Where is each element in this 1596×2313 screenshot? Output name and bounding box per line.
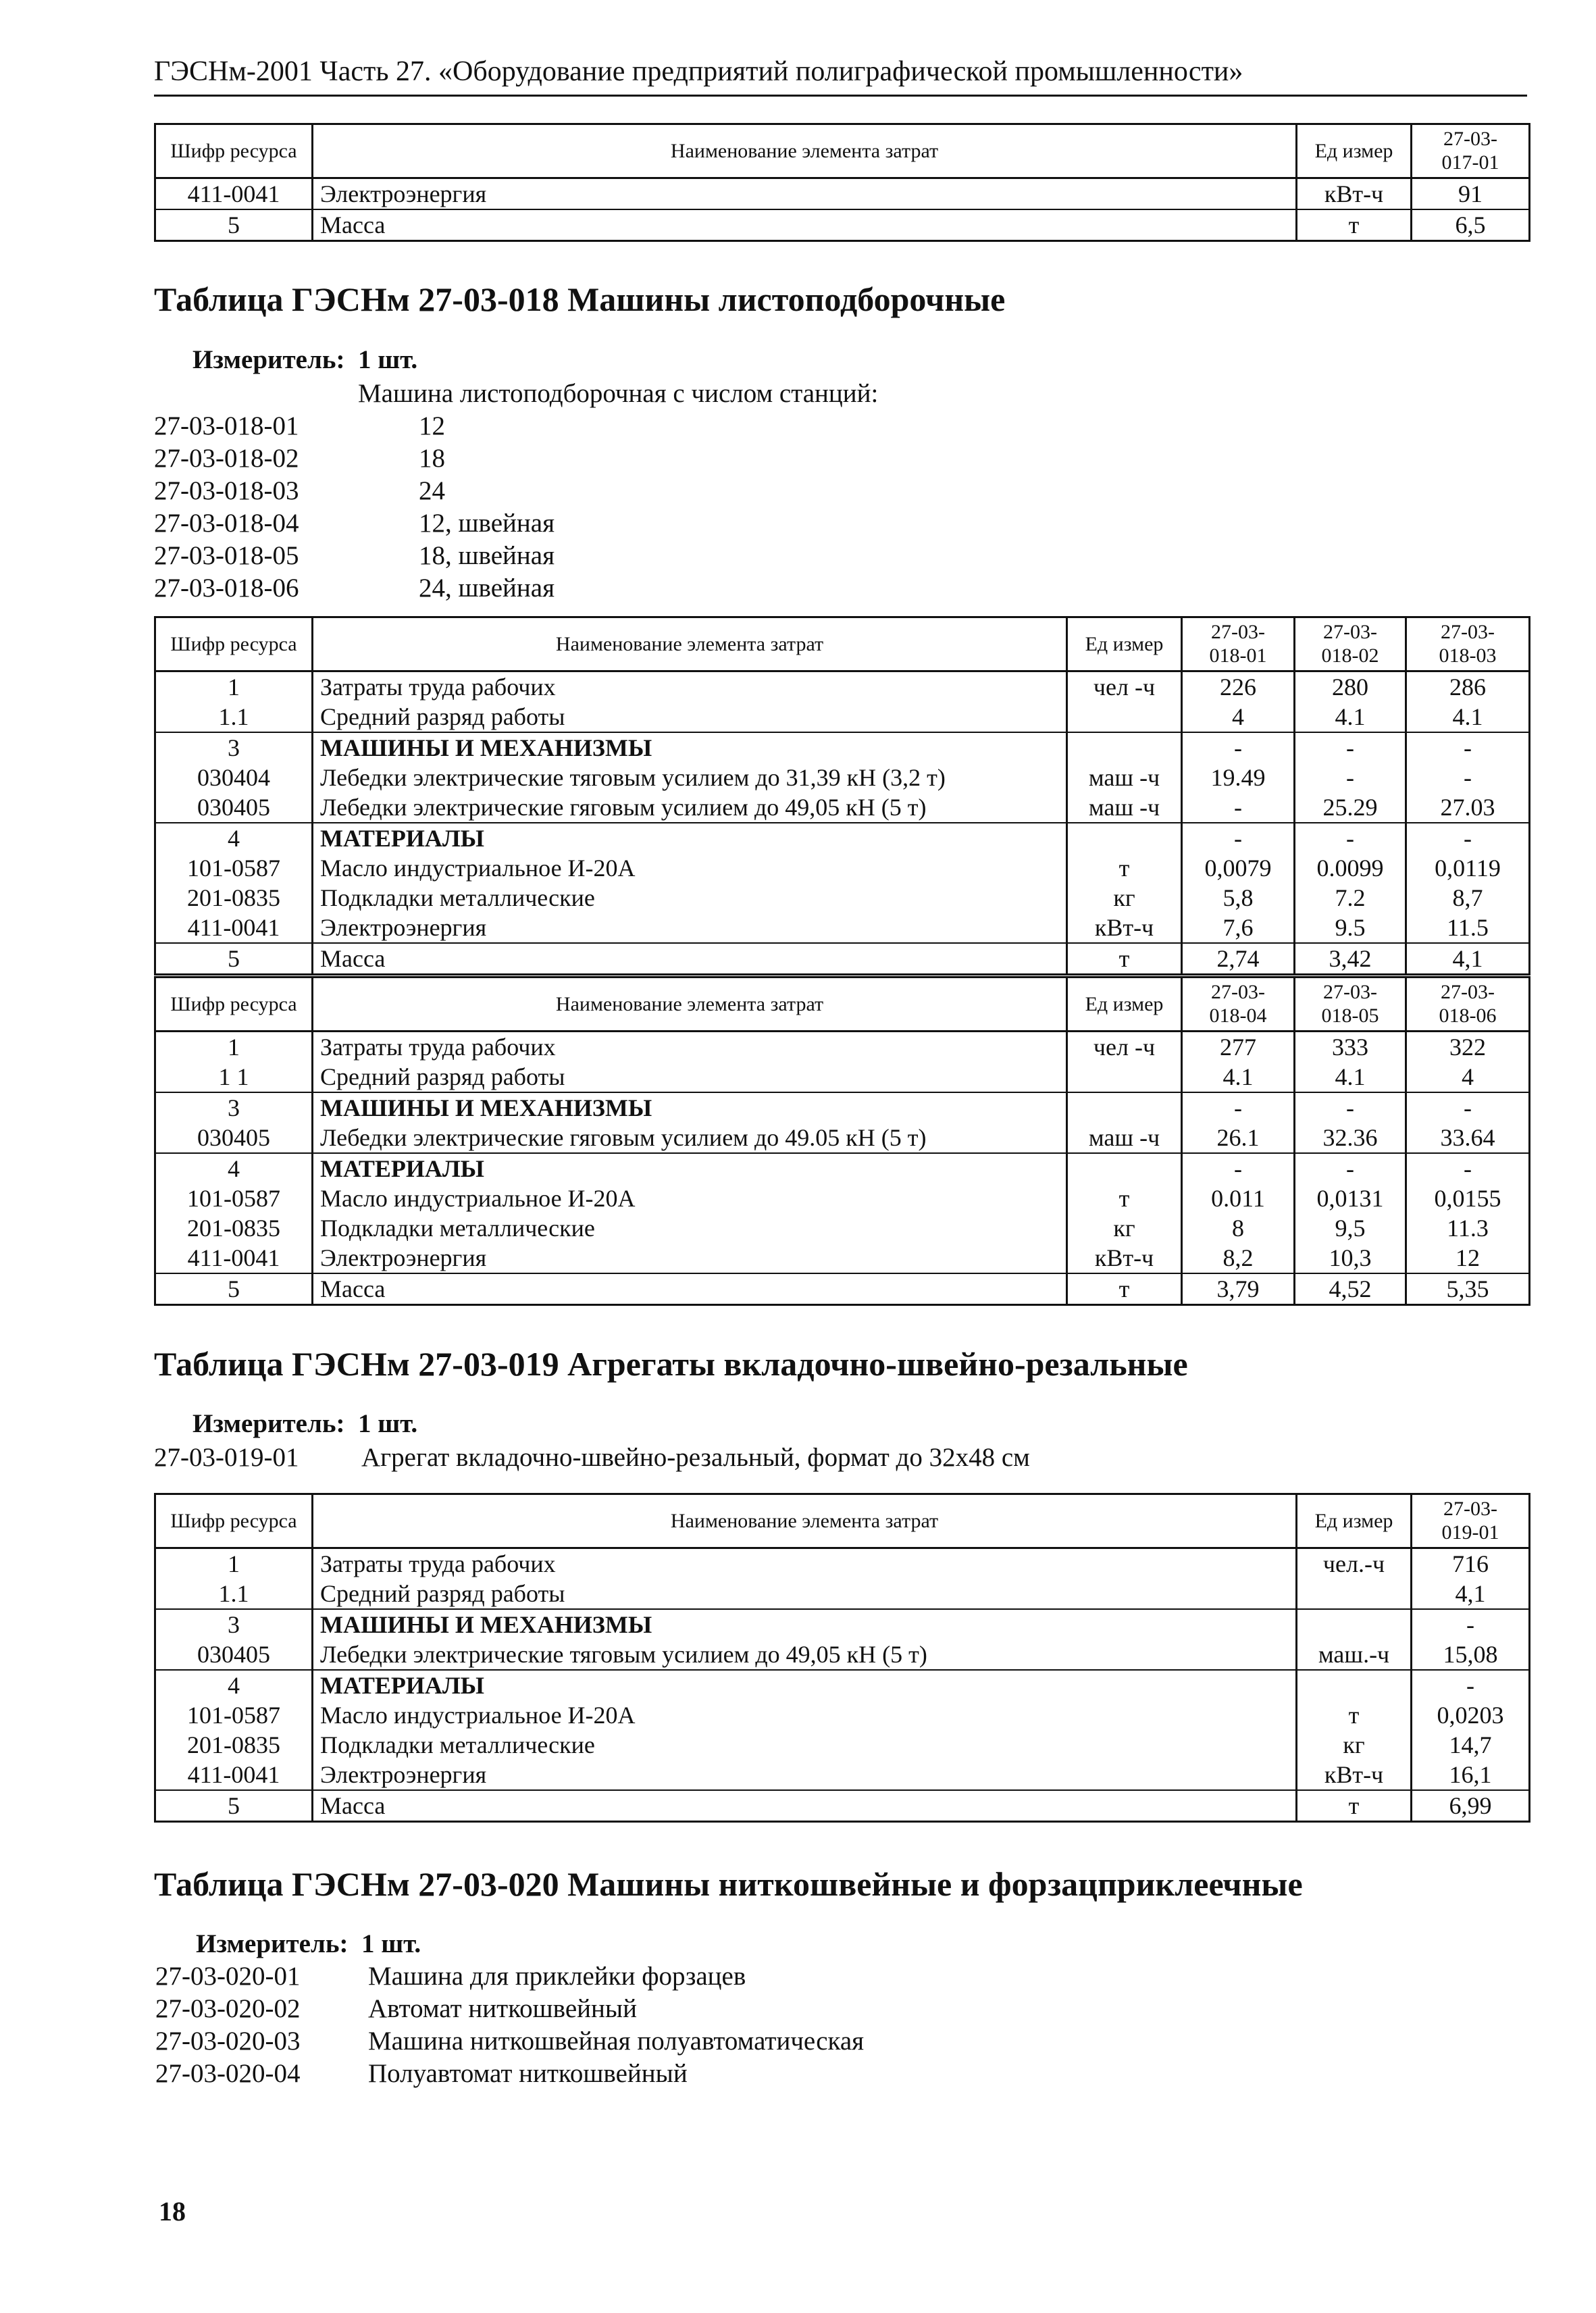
item-text: 24, швейная <box>419 574 555 603</box>
table-row <box>155 1092 1530 1123</box>
cell-value: - <box>1182 732 1295 763</box>
cell-value: 0,0131 <box>1295 1184 1406 1213</box>
measure-value: 1 шт. <box>357 345 418 374</box>
cell-value: 11.5 <box>1406 913 1530 943</box>
cell-value: 0.0099 <box>1295 853 1406 883</box>
cell-unit: кг <box>1067 883 1182 913</box>
cell-value: 6,5 <box>1412 209 1530 241</box>
table-27-03-018-b <box>154 976 1530 1306</box>
cell-name: Средний разряд работы <box>313 702 1067 732</box>
col-header-unit: Ед измер <box>1297 124 1412 178</box>
item-code: 27-03-020-04 <box>155 2059 301 2088</box>
cell-value: 4.1 <box>1295 702 1406 732</box>
table-row <box>155 1213 1530 1243</box>
measure-label: Измеритель: <box>192 345 345 374</box>
cell-unit <box>1067 1153 1182 1184</box>
col-header-unit: Ед измер <box>1067 977 1182 1032</box>
cell-value: 14,7 <box>1412 1730 1530 1760</box>
table-row <box>155 1670 1530 1700</box>
cell-unit: т <box>1297 1790 1412 1822</box>
cell-value: 286 <box>1406 671 1530 703</box>
cell-name: Масса <box>313 1273 1067 1305</box>
section-title-018: Таблица ГЭСНм 27-03-018 Машины листоподборочные <box>154 280 1006 318</box>
table-row <box>155 209 1530 241</box>
table-row <box>155 883 1530 913</box>
cell-name: МАШИНЫ И МЕХАНИЗМЫ <box>313 1092 1067 1123</box>
table-row <box>155 1243 1530 1273</box>
table-27-03-018-a <box>154 616 1530 975</box>
items-intro-018: Машина листоподборочная с числом станций: <box>358 379 879 408</box>
cell-value: 5,8 <box>1182 883 1295 913</box>
cell-unit: т <box>1067 1184 1182 1213</box>
cell-value: 8,7 <box>1406 883 1530 913</box>
cell-code: 030405 <box>155 792 313 823</box>
cell-value: 27.03 <box>1406 792 1530 823</box>
table-row <box>155 1640 1530 1670</box>
cell-unit: маш -ч <box>1067 792 1182 823</box>
cell-value: 4,1 <box>1406 943 1530 975</box>
measure-020 <box>196 1929 421 1959</box>
table-row <box>155 943 1530 975</box>
cell-code: 5 <box>155 1790 313 1822</box>
table-row <box>155 823 1530 853</box>
cell-value: - <box>1295 1092 1406 1123</box>
cell-value: 226 <box>1182 671 1295 703</box>
col-header-name: Наименование элемента затрат <box>313 977 1067 1032</box>
cell-value: - <box>1406 1153 1530 1184</box>
cell-name: МАТЕРИАЛЫ <box>313 1670 1297 1700</box>
cell-unit <box>1067 732 1182 763</box>
item-code: 27-03-018-04 <box>154 509 299 538</box>
cell-name: Масло индустриальное И-20А <box>313 853 1067 883</box>
cell-name: Электроэнергия <box>313 913 1067 943</box>
cell-unit: маш -ч <box>1067 763 1182 792</box>
cell-code: 201-0835 <box>155 883 313 913</box>
cell-code: 1 1 <box>155 1062 313 1092</box>
cell-code: 3 <box>155 1609 313 1640</box>
col-header-name: Наименование элемента затрат <box>313 124 1297 178</box>
cell-code: 1 <box>155 1548 313 1579</box>
table-row <box>155 732 1530 763</box>
item-code: 27-03-018-05 <box>154 541 299 570</box>
cell-name: Затраты труда рабочих <box>313 1548 1297 1579</box>
cell-name: Затраты труда рабочих <box>313 1032 1067 1063</box>
table-row <box>155 792 1530 823</box>
cell-unit: чел -ч <box>1067 1032 1182 1063</box>
cell-value: 25.29 <box>1295 792 1406 823</box>
cell-value: - <box>1295 763 1406 792</box>
cell-value: 0,0203 <box>1412 1700 1530 1730</box>
norm-code: 27-03- 018-05 <box>1321 981 1379 1027</box>
item-code: 27-03-020-03 <box>155 2027 301 2056</box>
table-row <box>155 1062 1530 1092</box>
cell-value: 32.36 <box>1295 1123 1406 1153</box>
cell-value: 0,0079 <box>1182 853 1295 883</box>
cell-value: 4.1 <box>1182 1062 1295 1092</box>
cell-unit: маш.-ч <box>1297 1640 1412 1670</box>
cell-value: 3,79 <box>1182 1273 1295 1305</box>
table-row <box>155 913 1530 943</box>
col-header-norm-code <box>1412 1494 1530 1548</box>
cell-name: Лебедки электрические тяговым усилием до 31,39 кН (3,2 т) <box>313 763 1067 792</box>
cell-name: МАШИНЫ И МЕХАНИЗМЫ <box>313 1609 1297 1640</box>
col-header-norm-code <box>1406 617 1530 671</box>
cell-code: 101-0587 <box>155 1184 313 1213</box>
cell-code: 030405 <box>155 1123 313 1153</box>
cell-code: 101-0587 <box>155 1700 313 1730</box>
cell-code: 3 <box>155 732 313 763</box>
cell-value: - <box>1295 1153 1406 1184</box>
cell-unit: т <box>1067 853 1182 883</box>
table-row <box>155 671 1530 703</box>
cell-unit <box>1297 1670 1412 1700</box>
item-text: Агрегат вкладочно-швейно-резальный, формат до 32х48 см <box>361 1443 1030 1472</box>
cell-code: 411-0041 <box>155 178 313 210</box>
cell-name: Масса <box>313 943 1067 975</box>
cell-unit: маш -ч <box>1067 1123 1182 1153</box>
item-code: 27-03-019-01 <box>154 1443 299 1472</box>
cell-name: Подкладки металлические <box>313 883 1067 913</box>
measure-label: Измеритель: <box>196 1929 349 1958</box>
cell-code: 5 <box>155 943 313 975</box>
cell-name: МАШИНЫ И МЕХАНИЗМЫ <box>313 732 1067 763</box>
cell-code: 411-0041 <box>155 1243 313 1273</box>
cell-code: 3 <box>155 1092 313 1123</box>
item-code: 27-03-018-01 <box>154 411 299 440</box>
table-row <box>155 853 1530 883</box>
cell-code: 5 <box>155 1273 313 1305</box>
cell-unit: кг <box>1067 1213 1182 1243</box>
cell-value: 12 <box>1406 1243 1530 1273</box>
cell-unit: чел.-ч <box>1297 1548 1412 1579</box>
cell-name: Электроэнергия <box>313 1760 1297 1790</box>
cell-name: Подкладки металлические <box>313 1213 1067 1243</box>
cell-unit: кВт-ч <box>1067 913 1182 943</box>
cell-value: 0,0155 <box>1406 1184 1530 1213</box>
cell-name: Затраты труда рабочих <box>313 671 1067 703</box>
measure-value: 1 шт. <box>357 1409 418 1438</box>
col-header-code: Шифр ресурса <box>155 617 313 671</box>
table-row <box>155 1790 1530 1822</box>
cell-name: Масса <box>313 209 1297 241</box>
cell-unit <box>1067 1092 1182 1123</box>
cell-unit <box>1067 702 1182 732</box>
cell-unit: кВт-ч <box>1297 1760 1412 1790</box>
cell-name: Лебедки электрические гяговым усилием до 49,05 кН (5 т) <box>313 792 1067 823</box>
cell-code: 5 <box>155 209 313 241</box>
cell-value: - <box>1406 763 1530 792</box>
cell-name: Масло индустриальное И-20А <box>313 1184 1067 1213</box>
item-text: Автомат ниткошвейный <box>368 1994 637 2023</box>
item-text: 12 <box>419 411 445 440</box>
norm-code: 27-03- 018-02 <box>1321 621 1379 667</box>
cell-code: 1 <box>155 1032 313 1063</box>
table-row <box>155 1273 1530 1305</box>
cell-value: 3,42 <box>1295 943 1406 975</box>
item-text: 18, швейная <box>419 541 555 570</box>
cell-value: - <box>1406 823 1530 853</box>
cell-unit: т <box>1297 1700 1412 1730</box>
running-header: ГЭСНм-2001 Часть 27. «Оборудование предприятий полиграфической промышленности» <box>154 56 1243 87</box>
col-header-code: Шифр ресурса <box>155 124 313 178</box>
col-header-code: Шифр ресурса <box>155 977 313 1032</box>
table-row <box>155 1730 1530 1760</box>
cell-value: - <box>1406 732 1530 763</box>
cell-unit: кВт-ч <box>1297 178 1412 210</box>
col-header-norm-code <box>1295 617 1406 671</box>
cell-code: 030405 <box>155 1640 313 1670</box>
cell-name: Подкладки металлические <box>313 1730 1297 1760</box>
cell-value: - <box>1182 792 1295 823</box>
cell-value: 716 <box>1412 1548 1530 1579</box>
item-text: 24 <box>419 476 445 505</box>
col-header-name: Наименование элемента затрат <box>313 617 1067 671</box>
table-27-03-019 <box>154 1493 1530 1823</box>
cell-value: 0,0119 <box>1406 853 1530 883</box>
cell-name: Масло индустриальное И-20А <box>313 1700 1297 1730</box>
cell-value: - <box>1295 732 1406 763</box>
cell-name: МАТЕРИАЛЫ <box>313 1153 1067 1184</box>
cell-value: 19.49 <box>1182 763 1295 792</box>
norm-code: 27-03- 017-01 <box>1441 128 1499 174</box>
cell-unit: т <box>1067 1273 1182 1305</box>
cell-unit: кВт-ч <box>1067 1243 1182 1273</box>
cell-value: - <box>1182 823 1295 853</box>
table-27-03-017-cont <box>154 123 1530 242</box>
measure-value: 1 шт. <box>361 1929 421 1958</box>
col-header-norm-code <box>1182 617 1295 671</box>
cell-value: 9.5 <box>1295 913 1406 943</box>
item-code: 27-03-020-01 <box>155 1962 301 1991</box>
table-row <box>155 1153 1530 1184</box>
cell-code: 4 <box>155 823 313 853</box>
cell-name: МАТЕРИАЛЫ <box>313 823 1067 853</box>
cell-value: 4 <box>1182 702 1295 732</box>
cell-value: 322 <box>1406 1032 1530 1063</box>
col-header-unit: Ед измер <box>1297 1494 1412 1548</box>
cell-code: 1.1 <box>155 1579 313 1609</box>
cell-value: 15,08 <box>1412 1640 1530 1670</box>
table-row <box>155 1184 1530 1213</box>
cell-value: 277 <box>1182 1032 1295 1063</box>
table-row <box>155 178 1530 210</box>
col-header-norm-code <box>1406 977 1530 1032</box>
norm-code: 27-03- 018-06 <box>1439 981 1497 1027</box>
cell-unit <box>1067 823 1182 853</box>
norm-code: 27-03- 018-03 <box>1439 621 1497 667</box>
cell-value: 7,6 <box>1182 913 1295 943</box>
item-code: 27-03-018-06 <box>154 574 299 603</box>
cell-code: 411-0041 <box>155 913 313 943</box>
cell-value: 6,99 <box>1412 1790 1530 1822</box>
cell-value: 10,3 <box>1295 1243 1406 1273</box>
cell-value: 33.64 <box>1406 1123 1530 1153</box>
cell-unit <box>1297 1579 1412 1609</box>
col-header-norm-code <box>1412 124 1530 178</box>
measure-019 <box>192 1408 417 1439</box>
col-header-norm-code <box>1182 977 1295 1032</box>
section-title-019: Таблица ГЭСНм 27-03-019 Агрегаты вкладочно-швейно-резальные <box>154 1345 1188 1383</box>
cell-unit <box>1297 1609 1412 1640</box>
cell-value: - <box>1295 823 1406 853</box>
measure-label: Измеритель: <box>192 1409 345 1438</box>
cell-value: 4,52 <box>1295 1273 1406 1305</box>
table-row <box>155 702 1530 732</box>
cell-code: 4 <box>155 1153 313 1184</box>
cell-code: 1 <box>155 671 313 703</box>
item-code: 27-03-018-02 <box>154 444 299 473</box>
section-title-020: Таблица ГЭСНм 27-03-020 Машины ниткошвейные и форзацприклеечные <box>154 1865 1303 1903</box>
table-row <box>155 1579 1530 1609</box>
cell-unit: т <box>1297 209 1412 241</box>
page-number: 18 <box>159 2196 186 2227</box>
header-rule <box>154 95 1527 97</box>
cell-value: - <box>1406 1092 1530 1123</box>
cell-code: 030404 <box>155 763 313 792</box>
cell-code: 101-0587 <box>155 853 313 883</box>
cell-value: 16,1 <box>1412 1760 1530 1790</box>
table-row <box>155 763 1530 792</box>
cell-value: 8 <box>1182 1213 1295 1243</box>
cell-unit <box>1067 1062 1182 1092</box>
cell-name: Электроэнергия <box>313 1243 1067 1273</box>
cell-value: 4 <box>1406 1062 1530 1092</box>
col-header-name: Наименование элемента затрат <box>313 1494 1297 1548</box>
cell-name: Электроэнергия <box>313 178 1297 210</box>
table-row <box>155 1548 1530 1579</box>
cell-value: 4.1 <box>1295 1062 1406 1092</box>
item-text: Полуавтомат ниткошвейный <box>368 2059 688 2088</box>
cell-value: - <box>1412 1609 1530 1640</box>
cell-name: Средний разряд работы <box>313 1579 1297 1609</box>
col-header-code: Шифр ресурса <box>155 1494 313 1548</box>
table-row <box>155 1032 1530 1063</box>
cell-value: 9,5 <box>1295 1213 1406 1243</box>
cell-value: 5,35 <box>1406 1273 1530 1305</box>
cell-value: 4.1 <box>1406 702 1530 732</box>
cell-code: 201-0835 <box>155 1730 313 1760</box>
table-row <box>155 1700 1530 1730</box>
norm-code: 27-03- 019-01 <box>1441 1498 1499 1544</box>
cell-name: Средний разряд работы <box>313 1062 1067 1092</box>
cell-code: 201-0835 <box>155 1213 313 1243</box>
item-text: 12, швейная <box>419 509 555 538</box>
cell-value: 0.011 <box>1182 1184 1295 1213</box>
cell-name: Лебедки электрические гяговым усилием до 49.05 кН (5 т) <box>313 1123 1067 1153</box>
cell-name: Масса <box>313 1790 1297 1822</box>
col-header-unit: Ед измер <box>1067 617 1182 671</box>
cell-value: - <box>1412 1670 1530 1700</box>
item-text: Машина для приклейки форзацев <box>368 1962 746 1991</box>
cell-value: 8,2 <box>1182 1243 1295 1273</box>
cell-code: 1.1 <box>155 702 313 732</box>
cell-value: - <box>1182 1153 1295 1184</box>
cell-value: 91 <box>1412 178 1530 210</box>
item-code: 27-03-020-02 <box>155 1994 301 2023</box>
norm-code: 27-03- 018-04 <box>1209 981 1267 1027</box>
cell-value: 333 <box>1295 1032 1406 1063</box>
cell-value: - <box>1182 1092 1295 1123</box>
cell-code: 4 <box>155 1670 313 1700</box>
col-header-norm-code <box>1295 977 1406 1032</box>
cell-unit: чел -ч <box>1067 671 1182 703</box>
item-text: Машина ниткошвейная полуавтоматическая <box>368 2027 865 2056</box>
cell-code: 411-0041 <box>155 1760 313 1790</box>
cell-unit: т <box>1067 943 1182 975</box>
measure-018 <box>192 345 417 375</box>
table-row <box>155 1123 1530 1153</box>
table-row <box>155 1609 1530 1640</box>
cell-value: 11.3 <box>1406 1213 1530 1243</box>
item-code: 27-03-018-03 <box>154 476 299 505</box>
cell-value: 4,1 <box>1412 1579 1530 1609</box>
table-row <box>155 1760 1530 1790</box>
cell-value: 7.2 <box>1295 883 1406 913</box>
cell-name: Лебедки электрические тяговым усилием до 49,05 кН (5 т) <box>313 1640 1297 1670</box>
item-text: 18 <box>419 444 445 473</box>
cell-value: 280 <box>1295 671 1406 703</box>
cell-unit: кг <box>1297 1730 1412 1760</box>
cell-value: 2,74 <box>1182 943 1295 975</box>
norm-code: 27-03- 018-01 <box>1209 621 1267 667</box>
cell-value: 26.1 <box>1182 1123 1295 1153</box>
